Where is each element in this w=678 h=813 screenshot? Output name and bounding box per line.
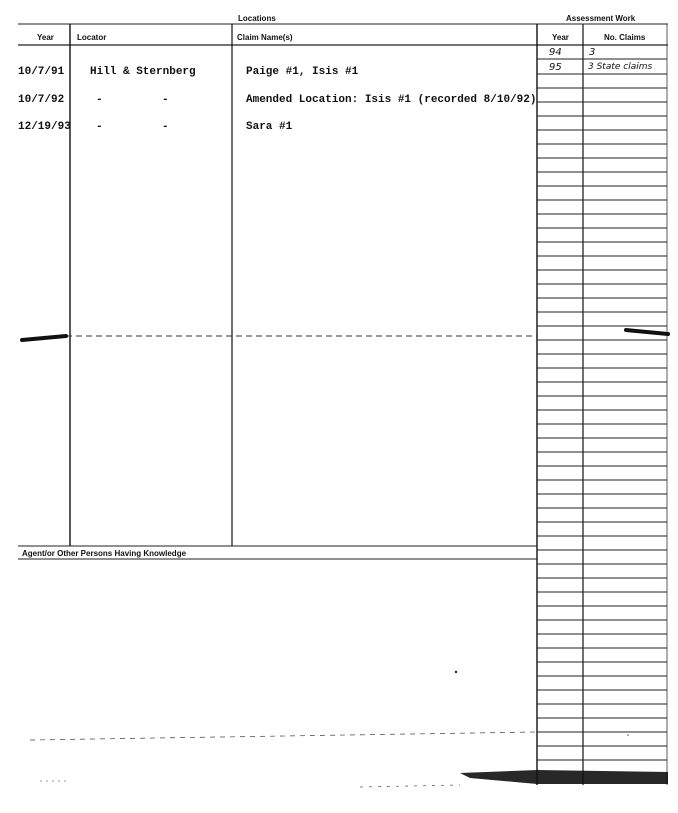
location-claim: Amended Location: Isis #1 (recorded 8/10/92)	[246, 94, 537, 106]
location-year: 10/7/91	[18, 66, 65, 78]
claim-names-header: Claim Name(s)	[237, 33, 293, 42]
locator-header: Locator	[77, 33, 107, 42]
assessment-no-claims-header: No. Claims	[604, 33, 646, 42]
assessment-year: 94	[549, 47, 562, 58]
location-year: 10/7/92	[18, 94, 65, 106]
locations-header: Locations	[238, 14, 276, 23]
assessment-ruled-rows	[537, 59, 667, 760]
assessment-claims: 3 State claims	[588, 62, 653, 72]
assessment-year: 95	[549, 62, 562, 73]
assessment-claims: 3	[589, 47, 596, 58]
year-header: Year	[37, 33, 54, 42]
location-locator: - -	[96, 121, 169, 133]
assessment-work-header: Assessment Work	[566, 14, 636, 23]
location-year: 12/19/93	[18, 121, 71, 133]
location-claim: Paige #1, Isis #1	[246, 66, 359, 78]
location-locator: Hill & Sternberg	[90, 66, 196, 78]
location-locator: - -	[96, 94, 169, 106]
assessment-year-header: Year	[552, 33, 569, 42]
agent-header: Agent/or Other Persons Having Knowledge	[22, 549, 187, 558]
location-claim: Sara #1	[246, 121, 293, 133]
